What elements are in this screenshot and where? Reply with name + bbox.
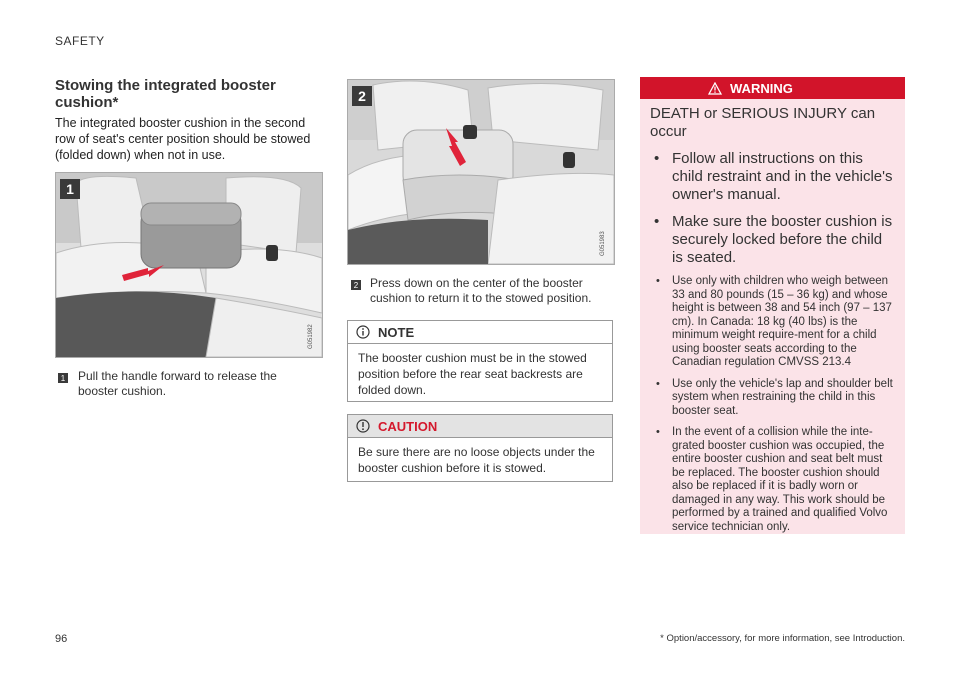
warning-main-list xyxy=(640,150,905,267)
list-item: • Use only the vehicle's lap and shoulder belt system when restraining the child in this booster seat. xyxy=(650,378,897,419)
list-item: • Make sure the booster cushion is securely locked before the child is seated. xyxy=(650,213,897,267)
caution-label: CAUTION xyxy=(378,418,438,434)
caption-badge: 1 xyxy=(58,373,68,383)
exclamation-icon xyxy=(356,419,370,433)
figure-badge: 2 xyxy=(352,86,372,106)
caution-header xyxy=(348,415,612,438)
article-title: Stowing the integrated booster cushion* xyxy=(55,77,276,111)
note-label: NOTE xyxy=(378,324,415,340)
list-item: • Follow all instructions on this child restraint and in the vehicle's owner's manual. xyxy=(650,150,897,204)
seat-illustration-2 xyxy=(348,80,614,264)
booster-stow-photo xyxy=(347,79,615,265)
note-box xyxy=(347,320,613,402)
warning-triangle-icon xyxy=(708,82,722,95)
info-icon xyxy=(356,325,370,339)
figure-caption: Pull the handle forward to release the booster cushion. xyxy=(78,369,277,398)
list-item: • Use only with children who weigh between 33 and 80 pounds (15 – 36 kg) and whose height is between 38 and 54 inch (97 – 137 cm). In Canada: 18 kg (40 lbs) is the minimum weight require-ment for a child using booster seats according to the Canadian regulation CMVSS 213.4 xyxy=(650,275,897,370)
booster-release-photo xyxy=(55,172,323,358)
list-item: • In the event of a collision while the inte-grated booster cushion was occupied, the entire booster cushion and seat belt must be replaced. The booster cushion should also be replaced if it is badly worn or damaged in any way. This work should be performed by a trained and qualified Volvo service technician only. xyxy=(650,426,897,534)
note-text: The booster cushion must be in the stowed position before the rear seat backrests are folded down. xyxy=(358,351,587,397)
footnote: * Option/accessory, for more information, see Introduction. xyxy=(660,633,905,644)
section-header: SAFETY xyxy=(55,34,105,48)
figure-badge: 1 xyxy=(60,179,80,199)
seat-illustration-1 xyxy=(56,173,322,357)
note-header xyxy=(348,321,612,344)
caption-badge: 2 xyxy=(351,280,361,290)
warning-detail-list xyxy=(640,275,905,534)
image-code: G051983 xyxy=(600,231,606,256)
warning-subtitle: DEATH or SERIOUS INJURY can occur xyxy=(650,105,876,140)
warning-box xyxy=(640,77,905,534)
caution-text: Be sure there are no loose objects under the booster cushion before it is stowed. xyxy=(358,445,595,475)
page-number: 96 xyxy=(55,633,68,645)
figure-caption: Press down on the center of the booster cushion to return it to the stowed position. xyxy=(370,276,592,305)
warning-label: WARNING xyxy=(730,80,793,96)
image-code: G051982 xyxy=(308,324,314,349)
article-intro: The integrated booster cushion in the second row of seat's center position should be stowed (folded down) when not in use. xyxy=(55,116,311,162)
caution-box xyxy=(347,414,613,482)
warning-header xyxy=(640,77,905,99)
